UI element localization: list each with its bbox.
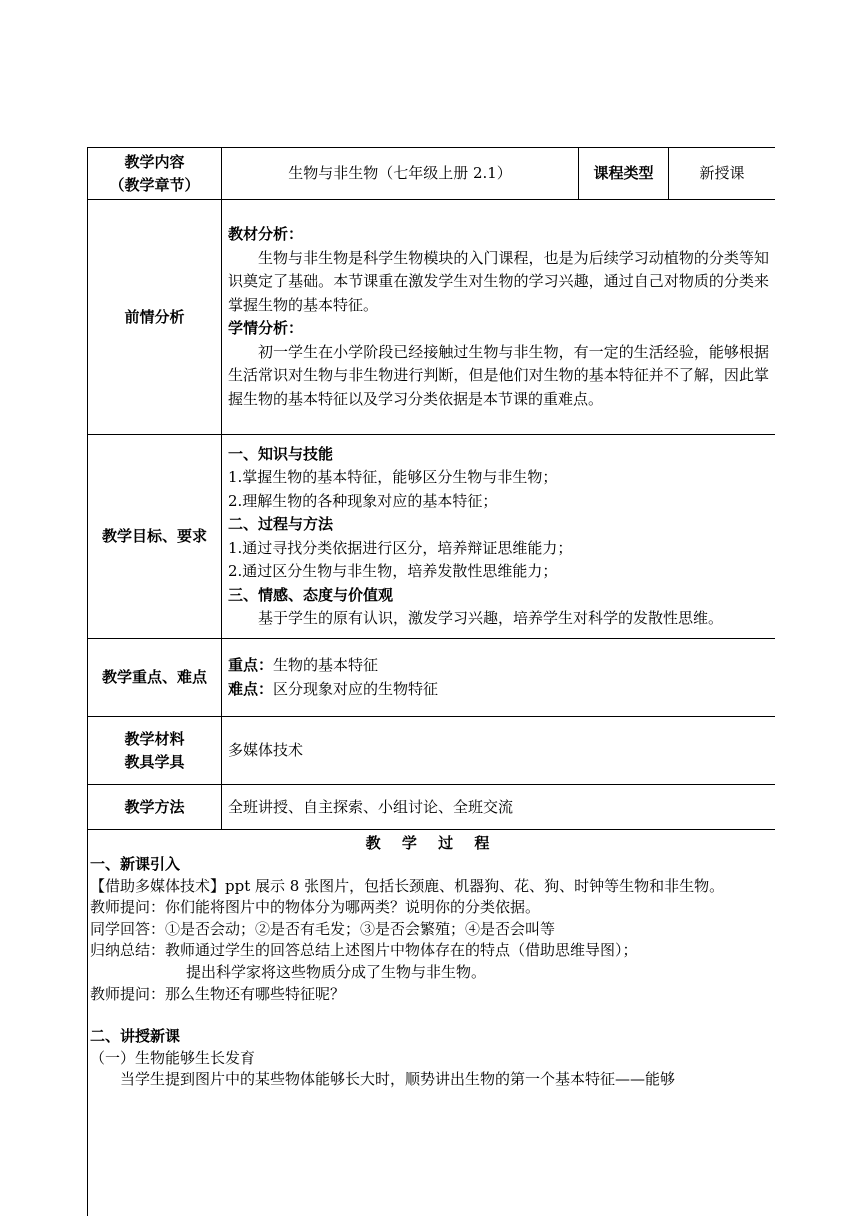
- content-label-line1: 教学内容: [124, 152, 185, 171]
- content-label-line2: （教学章节）: [109, 175, 200, 194]
- difficulty-label: 难点：: [228, 679, 274, 698]
- process-s2-p1: 当学生提到图片中的某些物体能够长大时，顺势讲出生物的第一个基本特征——能够: [120, 1070, 676, 1089]
- focus-text: 生物的基本特征: [273, 656, 379, 674]
- materials-label-line2: 教具学具: [124, 752, 185, 771]
- type-value: 新授课: [669, 148, 776, 200]
- materials-label-line1: 教学材料: [124, 729, 185, 748]
- goals-heading-2: 二、过程与方法: [228, 515, 334, 533]
- lesson-plan-sheet: [87, 147, 775, 1216]
- process-section-2-heading: 二、讲授新课: [90, 1027, 181, 1046]
- header-row: [88, 148, 776, 200]
- prior-label: 前情分析: [88, 200, 222, 435]
- material-text: 生物与非生物是科学生物模块的入门课程，也是为后续学习动植物的分类等知识奠定了基础。本节课重在激发学生对生物的学习兴趣，通过自己对物质的分类来掌握生物的基本特征。: [228, 248, 769, 314]
- student-text: 初一学生在小学阶段已经接触过生物与非生物，有一定的生活经验，能够根据生活常识对生物与非生物进行判断，但是他们对生物的基本特征并不了解，因此掌握生物的基本特征以及学习分类依据是本节课的重难点。: [228, 342, 769, 408]
- goal-method-1: 1.通过寻找分类依据进行区分，培养辩证思维能力；: [228, 538, 573, 557]
- goal-method-2: 2.通过区分生物与非生物，培养发散性思维能力；: [228, 562, 558, 580]
- content-label-cell: [88, 148, 222, 200]
- materials-row: [88, 717, 776, 785]
- prior-content: [222, 200, 776, 435]
- materials-label-cell: [88, 717, 222, 785]
- process-s2-sub1: （一）生物能够生长发育: [90, 1048, 256, 1067]
- method-label: 教学方法: [88, 785, 222, 830]
- process-s1-p2: 教师提问：你们能将图片中的物体分为哪两类？说明你的分类依据。: [90, 898, 541, 917]
- focus-line: [228, 654, 769, 678]
- key-content: [222, 639, 776, 717]
- key-label: 教学重点、难点: [88, 639, 222, 717]
- blank-line: [90, 1005, 773, 1026]
- difficulty-line: [228, 678, 769, 702]
- process-s1-p4: 归纳总结：教师通过学生的回答总结上述图片中物体存在的特点（借助思维导图）；: [90, 941, 638, 960]
- goals-row: [88, 435, 776, 639]
- process-content: [88, 830, 776, 1216]
- process-row: [88, 830, 776, 1216]
- goals-heading-1: 一、知识与技能: [228, 444, 334, 463]
- process-s1-p5: 提出科学家将这些物质分成了生物与非生物。: [186, 962, 487, 981]
- goal-knowledge-2: 2.理解生物的各种现象对应的基本特征；: [228, 491, 498, 510]
- key-points-row: [88, 639, 776, 717]
- goal-value-1: 基于学生的原有认识，激发学习兴趣，培养学生对科学的发散性思维。: [258, 609, 724, 627]
- method-row: [88, 785, 776, 830]
- goals-heading-3: 三、情感、态度与价值观: [228, 585, 394, 604]
- lesson-plan-table: [87, 147, 775, 1216]
- process-s1-p1: 【借助多媒体技术】ppt 展示 8 张图片，包括长颈鹿、机器狗、花、狗、时钟等生物和非生物。: [90, 876, 725, 895]
- type-label: 课程类型: [579, 148, 669, 200]
- difficulty-text: 区分现象对应的生物特征: [273, 679, 439, 698]
- material-heading: 教材分析：: [228, 225, 304, 243]
- content-value: 生物与非生物（七年级上册 2.1）: [222, 148, 579, 200]
- process-section-1-heading: 一、新课引入: [90, 855, 181, 873]
- method-value: 全班讲授、自主探索、小组讨论、全班交流: [222, 785, 776, 830]
- focus-label: 重点：: [228, 656, 274, 674]
- materials-value: 多媒体技术: [222, 717, 776, 785]
- process-s1-p3: 同学回答：①是否会动；②是否有毛发；③是否会繁殖；④是否会叫等: [90, 919, 556, 938]
- student-heading: 学情分析：: [228, 319, 304, 337]
- process-s1-p6: 教师提问：那么生物还有哪些特征呢？: [90, 984, 346, 1003]
- goal-knowledge-1: 1.掌握生物的基本特征，能够区分生物与非生物；: [228, 468, 558, 486]
- goals-label: 教学目标、要求: [88, 435, 222, 639]
- goals-content: [222, 435, 776, 639]
- prior-analysis-row: [88, 200, 776, 435]
- process-title: 教 学 过 程: [365, 834, 498, 852]
